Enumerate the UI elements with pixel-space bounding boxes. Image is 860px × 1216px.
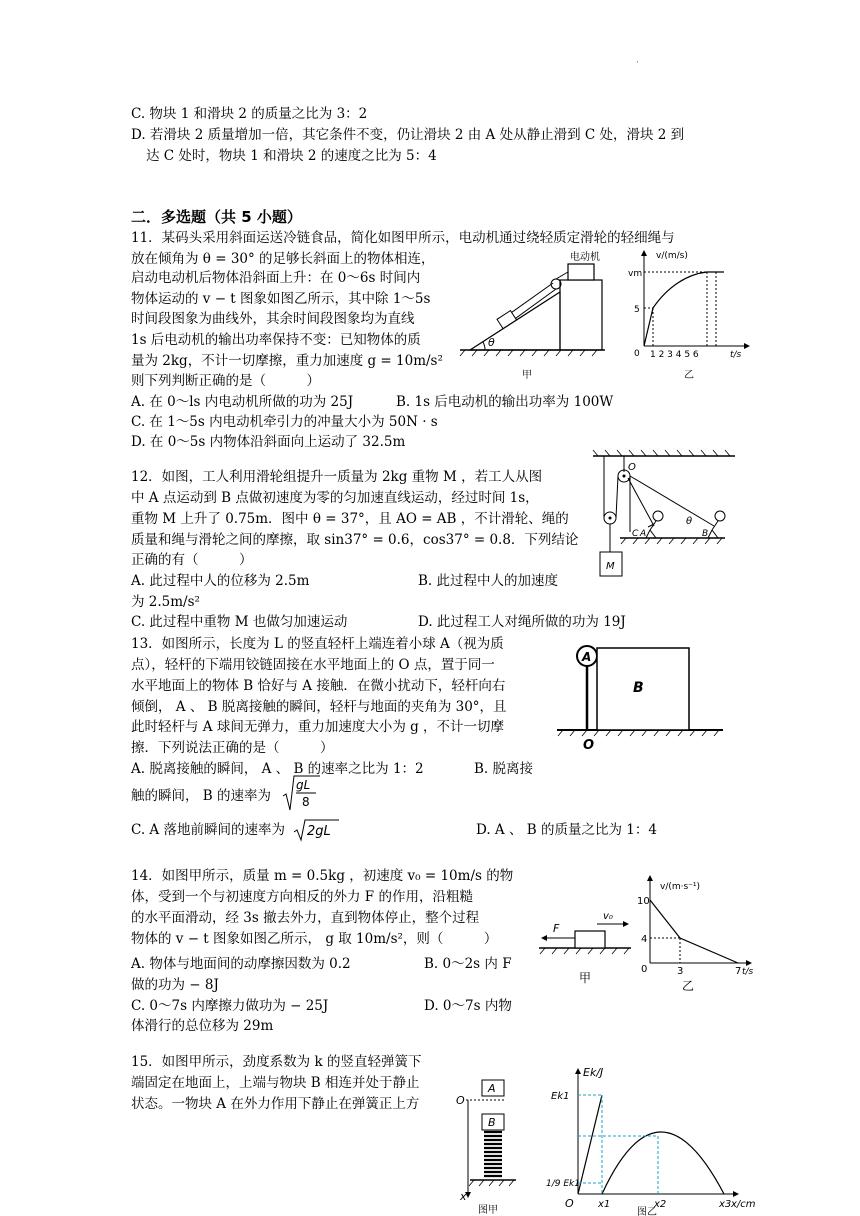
q14-option-a: A. 物体与地面间的动摩擦因数为 0.2 [131, 956, 351, 972]
q13-sqrt-2gl [293, 818, 341, 842]
q13-line-4: 倾倒， A 、 B 脱离接触的瞬间，轻杆与地面的夹角为 30°，且 [131, 699, 507, 715]
q15-fig-x: x [460, 1190, 467, 1203]
q14-option-d: D. 0～7s 内物 [424, 998, 512, 1014]
q12-fig-A: A [640, 529, 647, 539]
q13-frac-num: gL [296, 778, 311, 792]
q15-fig-y-unit: Ek/J [583, 1066, 604, 1079]
q11-line-4: 物体运动的 v − t 图象如图乙所示，其中除 1～5s [131, 291, 431, 307]
q13-fig-O: O [583, 738, 595, 753]
q13-root-value: 2gL [307, 824, 331, 839]
q11-fig-theta: θ [488, 336, 495, 349]
q15-fig-x-unit: x/cm [731, 1199, 756, 1210]
q12-line-1: 12．如图，工人利用滑轮组提升一质量为 2kg 重物 M ，若工人从图 [131, 469, 543, 485]
q11-fig-y5: 5 [634, 305, 640, 315]
q12-option-a: A. 此过程中人的位移为 2.5m [131, 573, 310, 589]
q11-fig-x-unit: t/s [730, 350, 742, 360]
q11-line-3: 启动电动机后物体沿斜面上升：在 0～6s 时间内 [131, 270, 421, 286]
q14-fig-v0: v₀ [603, 911, 613, 922]
q13-option-b: B. 脱离接 [474, 761, 534, 777]
q11-line-6: 1s 后电动机的输出功率保持不变：已知物体的质 [131, 332, 421, 348]
page-marker: · [636, 58, 639, 68]
q14-fig-y10: 10 [637, 896, 650, 907]
q14-fig-yi-caption: 乙 [682, 979, 695, 993]
q11-option-c: C. 在 1～5s 内电动机牵引力的冲量大小为 50N · s [131, 414, 438, 430]
q11-fig-jia-caption: 甲 [522, 370, 532, 381]
q11-fig-vm: vm [628, 269, 643, 279]
q15-fig-ek1: Ek1 [551, 1091, 570, 1102]
q12-line-5: 正确的有（ ） [131, 552, 253, 568]
q11-line-5: 时间段图象为曲线外，其余时间段图象均为直线 [131, 311, 415, 327]
q13-fig-B: B [633, 680, 644, 696]
q11-line-2: 放在倾角为 θ = 30° 的足够长斜面上的物体相连， [131, 251, 435, 267]
q12-option-b: B. 此过程中人的加速度 [418, 573, 559, 589]
q12-line-2: 中 A 点运动到 B 点做初速度为零的匀加速直线运动，经过时间 1s， [131, 490, 539, 506]
q11-line-8: 则下列判断正确的是（ ） [131, 373, 320, 389]
q15-fig-A: A [488, 1082, 496, 1095]
q14-option-b: B. 0～2s 内 F [424, 956, 512, 972]
q15-fig-x3: x3 [719, 1199, 732, 1210]
q11-fig-motor: 电动机 [570, 252, 600, 263]
q11-line-1: 11．某码头采用斜面运送冷链食品，简化如图甲所示，电动机通过绕轻质定滑轮的轻细绳与 [131, 230, 675, 246]
q14-fig-jia-caption: 甲 [579, 971, 592, 985]
q14-figure-yi [636, 873, 761, 998]
q10-option-d-line2: 达 C 处时，物块 1 和滑块 2 的速度之比为 5：4 [146, 148, 437, 164]
q13-sqrt-gl-over-8 [282, 774, 322, 814]
q15-figure-yi [545, 1064, 770, 1216]
q12-option-d: D. 此过程工人对绳所做的功为 19J [418, 614, 626, 630]
q12-line-4: 质量和绳与滑轮之间的摩擦，取 sin37° = 0.6，cos37° = 0.8．下列结论 [131, 532, 579, 548]
q15-fig-O: O [456, 1094, 465, 1107]
q13-line-3: 水平地面上的物体 B 恰好与 A 接触．在微小扰动下，轻杆向右 [131, 678, 506, 694]
q13-option-d: D. A 、 B 的质量之比为 1：4 [476, 822, 657, 838]
q12-option-c: C. 此过程中重物 M 也做匀加速运动 [131, 614, 348, 630]
q13-frac-den: 8 [302, 795, 310, 809]
q12-figure [590, 450, 740, 585]
q15-line-2: 端固定在地面上，上端与物块 B 相连并处于静止 [131, 1075, 420, 1091]
q11-fig-origin: 0 [634, 349, 640, 359]
section-heading: 二．多选题（共 5 小题） [131, 208, 302, 226]
q15-line-3: 状态。一物块 A 在外力作用下静止在弹簧正上方 [131, 1096, 420, 1112]
q12-fig-M: M [606, 561, 615, 572]
q13-option-a: A. 脱离接触的瞬间， A 、 B 的速率之比为 1：2 [131, 761, 424, 777]
q14-line-1: 14．如图甲所示，质量 m = 0.5kg ，初速度 v₀ = 10m/s 的物 [131, 868, 514, 884]
q11-fig-x-ticks: 1 2 3 4 5 6 [650, 350, 699, 360]
q13-fig-A: A [582, 650, 592, 664]
q14-fig-x3: 3 [677, 966, 684, 977]
q13-line-6: 擦．下列说法正确的是（ ） [131, 740, 334, 756]
q14-line-2: 体，受到一个与初速度方向相反的外力 F 的作用，沿粗糙 [131, 889, 473, 905]
q10-option-d-line1: D. 若滑块 2 质量增加一倍，其它条件不变，仍让滑块 2 由 A 处从静止滑到 C 处，滑块 2 到 [131, 127, 685, 143]
q14-option-b-cont: 做的功为 − 8J [131, 977, 219, 993]
q12-line-3: 重物 M 上升了 0.75m．图中 θ = 37°，且 AO = AB ，不计滑轮、绳的 [131, 511, 569, 527]
q10-option-c: C. 物块 1 和滑块 2 的质量之比为 3：2 [131, 106, 368, 122]
q15-figure-jia [450, 1072, 520, 1216]
q12-fig-theta: θ [686, 516, 693, 527]
q14-figure-jia [535, 898, 635, 988]
q15-fig-frac: 1/9 Ek1 [546, 1179, 580, 1189]
q14-fig-F: F [553, 922, 560, 935]
q14-line-3: 的水平面滑动，经 3s 撤去外力，直到物体停止，整个过程 [131, 910, 480, 926]
q15-fig-yi-caption: 图乙 [637, 1207, 657, 1216]
q11-fig-y-unit: v/(m/s) [656, 251, 688, 261]
q12-fig-B: B [702, 529, 709, 539]
q11-option-d: D. 在 0～5s 内物体沿斜面向上运动了 32.5m [131, 434, 406, 450]
q14-fig-x-unit: t/s [742, 967, 754, 977]
q14-fig-y-unit: v/(m·s⁻¹) [660, 882, 701, 892]
q11-fig-yi-caption: 乙 [684, 370, 694, 381]
q13-line-2: 点），轻杆的下端用铰链固接在水平地面上的 O 点，置于同一 [131, 657, 495, 673]
q15-fig-x1: x1 [598, 1199, 611, 1210]
q15-fig-B: B [488, 1116, 496, 1129]
q11-option-b: B. 1s 后电动机的输出功率为 100W [396, 394, 614, 410]
q11-option-a: A. 在 0～ls 内电动机所做的功为 25J [131, 394, 354, 410]
q12-option-b-cont: 为 2.5m/s² [131, 594, 200, 610]
q14-fig-y4: 4 [641, 934, 648, 945]
q15-fig-jia-caption: 图甲 [478, 1205, 498, 1216]
q11-line-7: 量为 2kg，不计一切摩擦，重力加速度 g = 10m/s² [131, 353, 443, 369]
q14-fig-x7: 7 [735, 966, 742, 977]
q15-fig-origin: O [565, 1197, 574, 1210]
q13-line-5: 此时轻杆与 A 球间无弹力，重力加速度大小为 g ，不计一切摩 [131, 719, 505, 735]
q14-option-d-cont: 体滑行的总位移为 29m [131, 1018, 274, 1034]
q15-fig-x2: x2 [654, 1199, 667, 1210]
q15-line-1: 15．如图甲所示，劲度系数为 k 的竖直轻弹簧下 [131, 1054, 422, 1070]
q12-fig-C: C [632, 529, 639, 539]
q12-fig-O: O [628, 462, 636, 473]
q13-line-1: 13．如图所示，长度为 L 的竖直轻杆上端连着小球 A（视为质 [131, 636, 504, 652]
q13-option-c: C. A 落地前瞬间的速率为 [131, 822, 285, 838]
q14-fig-origin: 0 [641, 964, 648, 975]
q11-figure-jia [455, 250, 615, 385]
q14-option-c: C. 0～7s 内摩擦力做功为 − 25J [131, 998, 329, 1014]
q14-line-4: 物体的 v − t 图象如图乙所示， g 取 10m/s²，则（ ） [131, 931, 498, 947]
q11-figure-yi [626, 250, 756, 385]
q13-option-b-cont: 触的瞬间， B 的速率为 [131, 788, 272, 804]
q13-figure [555, 634, 725, 754]
